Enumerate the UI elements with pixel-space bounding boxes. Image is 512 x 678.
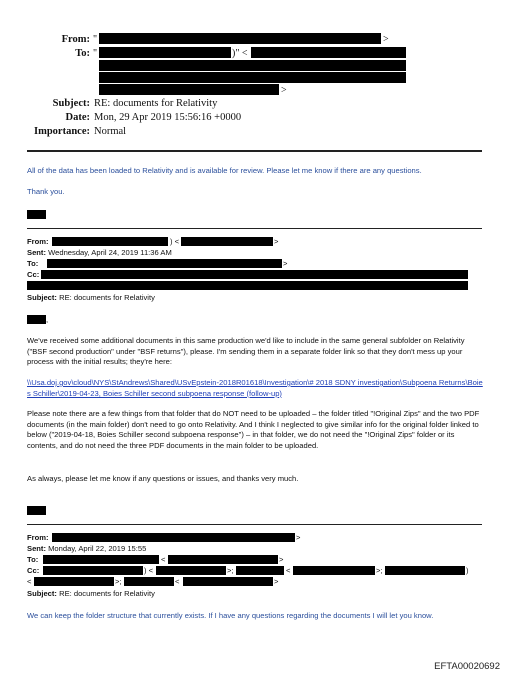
redaction [99,33,381,44]
sent-line [27,544,146,553]
from-mid: ) < [170,237,180,246]
redaction [27,506,46,515]
importance-label: Importance: [34,126,90,137]
to-label: To: [27,555,39,564]
redaction [293,566,375,575]
from-label: From: [27,533,49,542]
redaction [183,577,273,586]
subject-value: RE: documents for Relativity [59,589,155,598]
to-close: > [283,259,288,268]
redaction [236,566,284,575]
paragraph: We can keep the folder structure that currently exists. If I have any questions regarding the documents I will let you know. [27,611,434,620]
redaction [43,566,143,575]
subject-label: Subject: [27,589,57,598]
redaction [52,237,168,246]
redaction [168,555,278,564]
cc-label: Cc: [27,566,40,575]
redaction [385,566,465,575]
cc-label: Cc: [27,270,40,279]
redaction [99,47,231,58]
bates-number: EFTA00020692 [434,661,500,672]
redaction [99,72,406,83]
cc-separator: < [27,577,32,586]
quote-divider [27,228,482,229]
cc-separator: >; [115,577,122,586]
subject-line [27,589,155,598]
redaction [47,259,282,268]
cc-separator: > [274,577,279,586]
redaction [181,237,273,246]
sent-value: Monday, April 22, 2019 15:55 [48,544,147,553]
from-close: > [274,237,279,246]
paragraph: We've received some additional documents in this same production we'd like to include in the same general subfolder on Relativity ("BSF second production" under "BSF returns"), please. I'm sending them in a separate folder link so that they don't mess up your process with the initial results; they're here: [27,336,465,367]
redaction [156,566,226,575]
from-quote: " [93,34,98,45]
cc-separator: < [286,566,291,575]
redaction [99,84,279,95]
redaction [251,47,406,58]
sent-line [27,248,172,257]
sent-label: Sent: [27,544,46,553]
sent-value: Wednesday, April 24, 2019 11:36 AM [48,248,172,257]
subject-label: Subject: [27,293,57,302]
redaction [124,577,174,586]
cc-separator: ) < [144,566,154,575]
sent-label: Sent: [27,248,46,257]
from-label: From: [27,237,49,246]
to-close: > [279,555,284,564]
subject-value: RE: documents for Relativity [94,98,218,109]
redaction [41,270,468,279]
greeting-comma: , [46,315,49,324]
cc-separator: < [175,577,180,586]
message-signoff: Thank you. [27,187,65,196]
from-label: From: [61,34,90,45]
paragraph: As always, please let me know if any questions or issues, and thanks very much. [27,474,299,483]
header-divider [27,150,482,152]
to-mid: )" < [232,48,248,59]
cc-separator: >; [227,566,234,575]
redaction [34,577,114,586]
cc-separator: ) [466,566,469,575]
subject-value: RE: documents for Relativity [59,293,155,302]
date-label: Date: [65,112,90,123]
subject-line [27,293,155,302]
subject-label: Subject: [52,98,90,109]
to-mid: < [161,555,166,564]
redaction [27,210,46,219]
to-quote: " [93,48,98,59]
from-close: > [296,533,301,542]
date-value: Mon, 29 Apr 2019 15:56:16 +0000 [94,112,242,123]
redaction [43,555,159,564]
redaction [27,281,468,290]
message-line: All of the data has been loaded to Relativity and is available for review. Please let me know if there are any questions. [27,166,422,175]
paragraph: Please note there are a few things from that folder that do NOT need to be uploaded – the folder titled "!Original Zips" and the two PDF documents (in the main folder) don't need to go onto Relativity. And I think I neglected to give similar info for the original folder linked to below ("2019-04-18, Boies Schiller second subpoena response") – in that folder, we do not need the "!Original Zips" folder or its contents, and do not need the three PDF documents in the main folder to be uploaded. [27,409,480,450]
redaction [27,315,49,324]
folder-link[interactable]: \\Usa.doj.gov\cloud\NYS\StAndrews\Shared\USvEpstein-2018R01618\Investigation\# 2018 SDNY investigation\Subpoena Returns\Boies Schiller\2019-04-23, Boies Schiller second subpoena response (follow-up) [27,378,483,398]
from-close: > [383,34,389,45]
redaction [99,60,406,71]
cc-separator: >; [376,566,383,575]
to-label: To: [75,48,90,59]
to-label: To: [27,259,39,268]
redaction [52,533,295,542]
quote-divider [27,524,482,525]
to-close: > [281,85,287,96]
importance-value: Normal [94,126,127,137]
